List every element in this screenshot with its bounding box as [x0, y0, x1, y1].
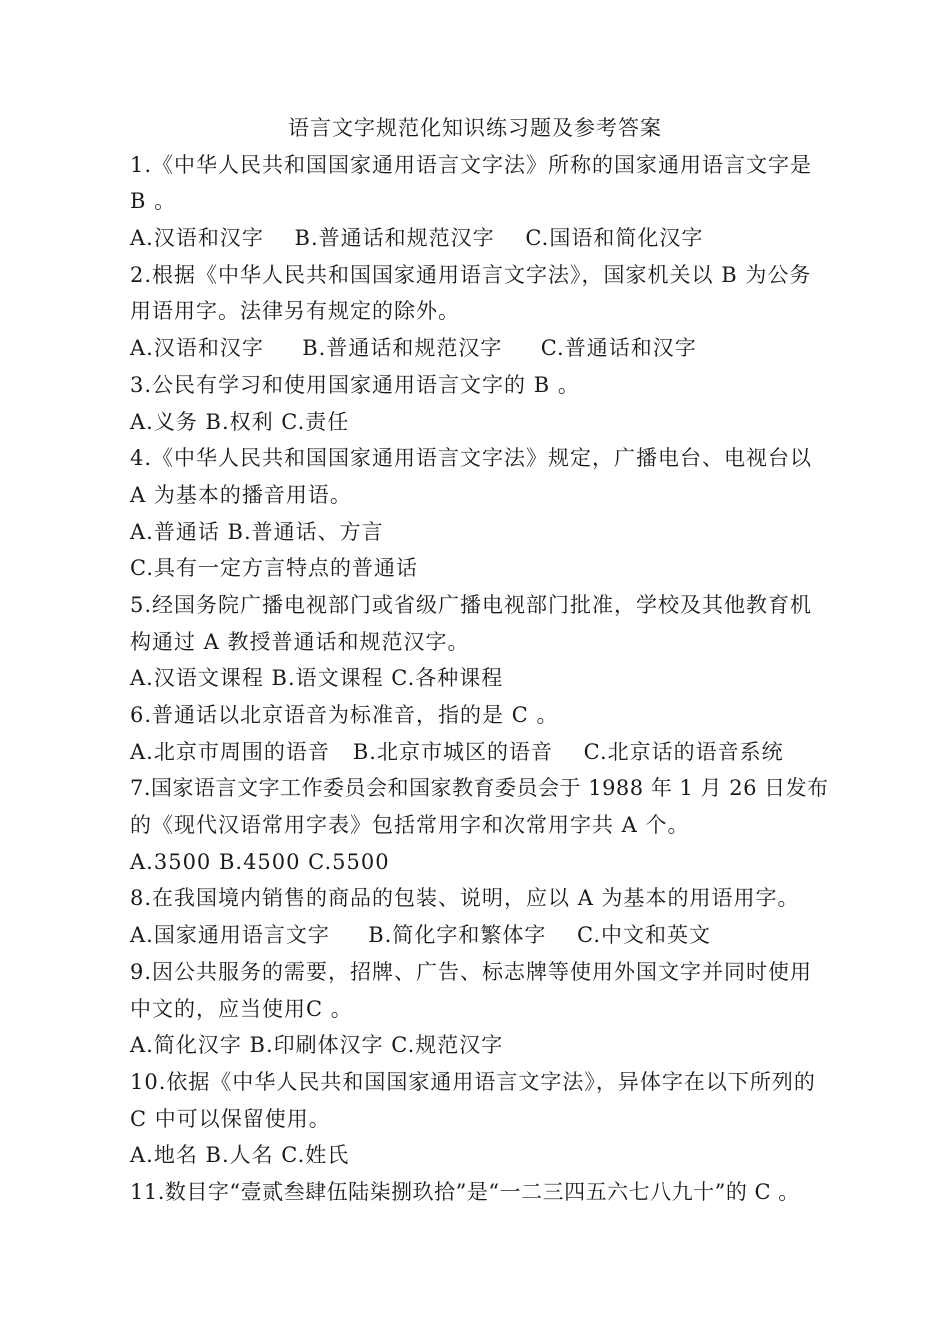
q4-text-line-1: 4.《中华人民共和国国家通用语言文字法》规定，广播电台、电视台以 [130, 446, 813, 471]
q4-text-line-2: A 为基本的播音用语。 [130, 482, 352, 507]
q5-text-line-2: 构通过 A 教授普通话和规范汉字。 [130, 629, 470, 654]
q10-text-line-1: 10.依据《中华人民共和国国家通用语言文字法》，异体字在以下所列的 [130, 1069, 816, 1094]
q6-text: 6.普通话以北京语音为标准音，指的是 C 。 [130, 703, 559, 727]
q1-options: A.汉语和汉字 B.普通话和规范汉字 C.国语和简化汉字 [130, 226, 704, 251]
q1-text-line-2: B 。 [130, 189, 177, 214]
q3-text: 3.公民有学习和使用国家通用语言文字的 B 。 [130, 372, 580, 397]
q4-options-line-2: C.具有一定方言特点的普通话 [130, 556, 418, 581]
q10-text-line-2: C 中可以保留使用。 [130, 1106, 331, 1131]
q8-options: A.国家通用语言文字 B.简化字和繁体字 C.中文和英文 [130, 923, 712, 948]
q7-text-line-2: 的《现代汉语常用字表》包括常用字和次常用字共 A 个。 [130, 813, 690, 838]
q3-options: A.义务 B.权利 C.责任 [130, 409, 350, 434]
q6-options: A.北京市周围的语音 B.北京市城区的语音 C.北京话的语音系统 [130, 739, 784, 764]
q9-text-line-1: 9.因公共服务的需要，招牌、广告、标志牌等使用外国文字并同时使用 [130, 959, 813, 984]
q2-options: A.汉语和汉字 B.普通话和规范汉字 C.普通话和汉字 [130, 336, 697, 361]
q11-text: 11.数目字“壹贰叁肆伍陆柒捌玖拾”是“一二三四五六七八九十”的 C 。 [130, 1179, 800, 1204]
q7-options: A.3500 B.4500 C.5500 [130, 849, 390, 874]
q10-options: A.地名 B.人名 C.姓氏 [130, 1143, 350, 1168]
q7-text-line-1: 7.国家语言文字工作委员会和国家教育委员会于 1988 年 1 月 26 日发布 [130, 776, 829, 801]
q1-text-line-1: 1.《中华人民共和国国家通用语言文字法》所称的国家通用语言文字是 [130, 152, 813, 177]
q9-text-line-2: 中文的，应当使用C 。 [130, 996, 353, 1021]
q2-text-line-2: 用语用字。法律另有规定的除外。 [130, 299, 460, 324]
q5-text-line-1: 5.经国务院广播电视部门或省级广播电视部门批准，学校及其他教育机 [130, 592, 813, 617]
page-title: 语言文字规范化知识练习题及参考答案 [288, 116, 662, 140]
q8-text: 8.在我国境内销售的商品的包装、说明，应以 A 为基本的用语用字。 [130, 886, 800, 911]
q5-options: A.汉语文课程 B.语文课程 C.各种课程 [130, 666, 504, 691]
document-body [130, 147, 830, 1211]
q2-text-line-1: 2.根据《中华人民共和国国家通用语言文字法》，国家机关以 B 为公务 [130, 262, 812, 287]
q9-options: A.简化汉字 B.印刷体汉字 C.规范汉字 [130, 1033, 504, 1058]
q4-options-line-1: A.普通话 B.普通话、方言 [130, 519, 384, 544]
